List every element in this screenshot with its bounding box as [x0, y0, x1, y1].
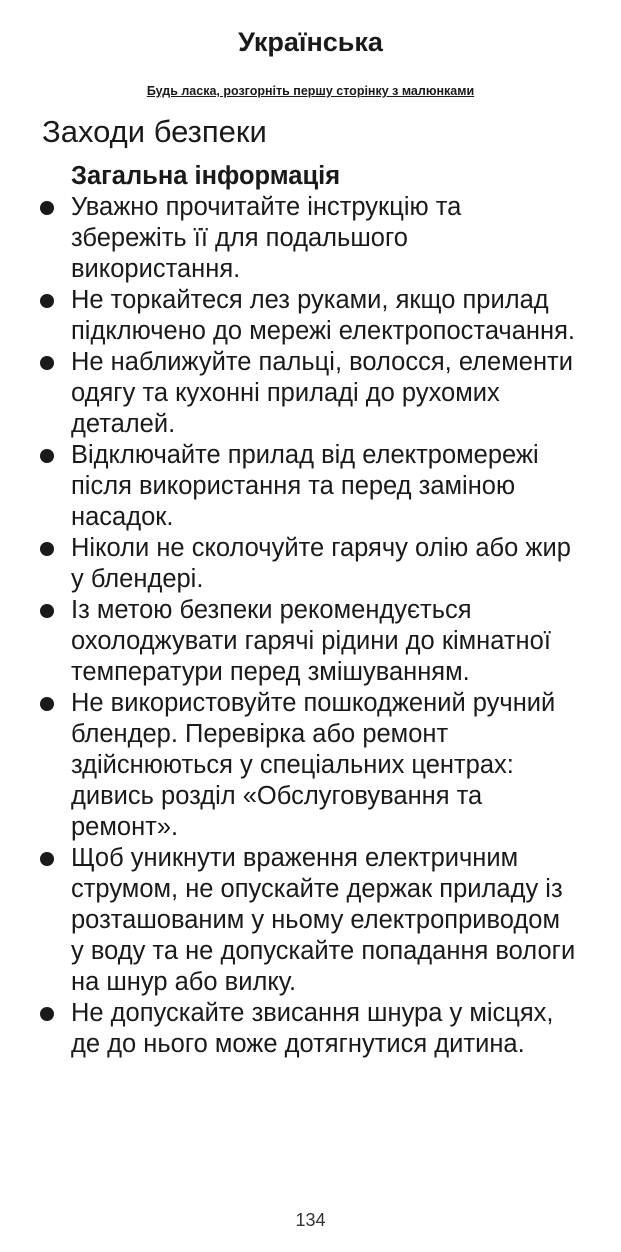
bullet-dot-icon [40, 294, 54, 308]
subsection-title: Загальна інформація [71, 162, 341, 190]
bullet-dot-icon [40, 604, 54, 618]
page-number: 134 [295, 1210, 326, 1230]
bullet-item-8 [0, 843, 621, 998]
bullet-text: Не торкайтеся лез руками, якщо прилад підключено до мережі електропостачання. [71, 286, 575, 345]
bullet-text: Щоб уникнути враження електричним струмом, не опускайте держак приладу із розташованим у ньому електроприводом у воду та не допускайте попадання вологи на шнур або вилку. [71, 844, 576, 996]
bullet-dot-icon [40, 542, 54, 556]
bullet-item-6 [0, 595, 621, 688]
bullet-dot-icon [40, 1007, 54, 1021]
bullet-dot-icon [40, 852, 54, 866]
bullet-dot-icon [40, 697, 54, 711]
bullet-text: Не наближуйте пальці, волосся, елементи одягу та кухонні приладі до рухомих деталей. [71, 348, 573, 438]
fold-out-instruction: Будь ласка, розгорніть першу сторінку з малюнками [146, 84, 475, 98]
bullet-text: Уважно прочитайте інструкцію та збережіть її для подальшого використання. [71, 193, 462, 283]
bullet-text: Не допускайте звисання шнура у місцях, де до нього може дотягнутися дитина. [71, 999, 554, 1058]
bullet-item-5 [0, 533, 621, 595]
bullet-dot-icon [40, 201, 54, 215]
section-title: Заходи безпеки [42, 114, 267, 149]
bullet-item-3 [0, 347, 621, 440]
bullet-text: Ніколи не сколочуйте гарячу олію або жир у блендері. [71, 534, 571, 593]
bullet-text: Не використовуйте пошкоджений ручний блендер. Перевірка або ремонт здійснюються у спеціальних центрах: дивись розділ «Обслуговування та ремонт». [71, 689, 556, 841]
bullet-item-4 [0, 440, 621, 533]
bullet-dot-icon [40, 449, 54, 463]
safety-bullet-list [0, 192, 621, 1060]
bullet-text: Із метою безпеки рекомендується охолоджувати гарячі рідини до кімнатної температури перед змішуванням. [71, 596, 551, 686]
language-heading: Українська [238, 27, 383, 57]
bullet-item-1 [0, 192, 621, 285]
bullet-item-2 [0, 285, 621, 347]
bullet-text: Відключайте прилад від електромережі після використання та перед заміною насадок. [71, 441, 539, 531]
bullet-dot-icon [40, 356, 54, 370]
bullet-item-7 [0, 688, 621, 843]
bullet-item-9 [0, 998, 621, 1060]
